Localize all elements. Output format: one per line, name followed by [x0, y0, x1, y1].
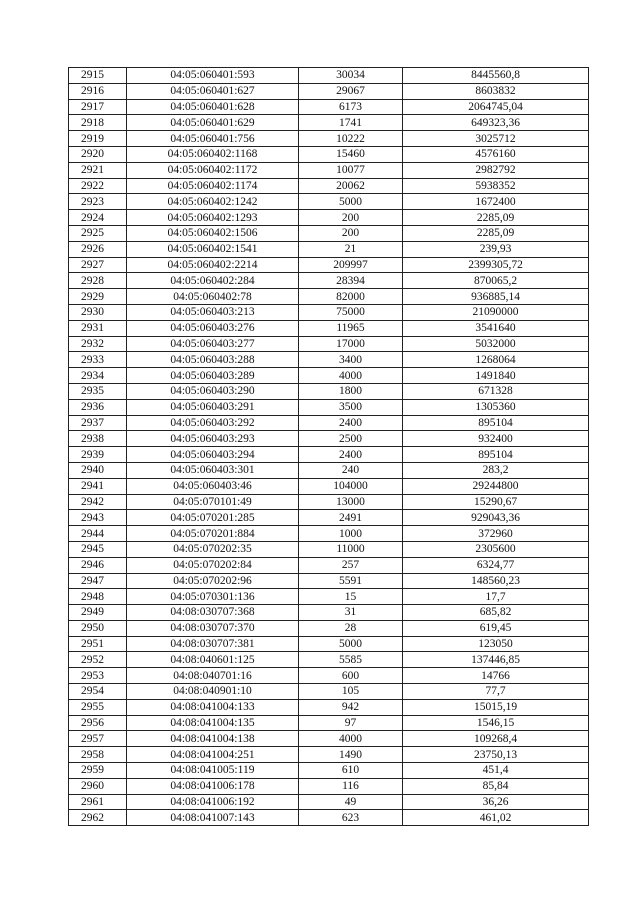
value-cell: 8603832 [403, 83, 589, 99]
table-row [69, 478, 589, 494]
area-cell: 20062 [299, 178, 403, 194]
value-cell: 895104 [403, 415, 589, 431]
cadastral-number-cell: 04:05:060401:627 [127, 83, 299, 99]
value-cell: 2399305,72 [403, 257, 589, 273]
value-cell: 3541640 [403, 320, 589, 336]
row-number-cell: 2952 [69, 652, 127, 668]
cadastral-number-cell: 04:08:041006:178 [127, 778, 299, 794]
cadastral-number-cell: 04:08:040601:125 [127, 652, 299, 668]
row-number-cell: 2925 [69, 225, 127, 241]
value-cell: 14766 [403, 668, 589, 684]
row-number-cell: 2949 [69, 605, 127, 621]
table-row [69, 731, 589, 747]
area-cell: 13000 [299, 494, 403, 510]
cadastral-number-cell: 04:05:060402:2214 [127, 257, 299, 273]
table-row [69, 131, 589, 147]
row-number-cell: 2930 [69, 304, 127, 320]
cadastral-number-cell: 04:05:060402:1174 [127, 178, 299, 194]
area-cell: 49 [299, 794, 403, 810]
table-row [69, 225, 589, 241]
area-cell: 2500 [299, 431, 403, 447]
table-row [69, 589, 589, 605]
area-cell: 5000 [299, 194, 403, 210]
value-cell: 283,2 [403, 462, 589, 478]
table-row [69, 620, 589, 636]
cadastral-number-cell: 04:08:040901:10 [127, 684, 299, 700]
table-row [69, 304, 589, 320]
cadastral-number-cell: 04:08:030707:381 [127, 636, 299, 652]
area-cell: 6173 [299, 99, 403, 115]
area-cell: 4000 [299, 368, 403, 384]
row-number-cell: 2920 [69, 146, 127, 162]
row-number-cell: 2954 [69, 684, 127, 700]
area-cell: 116 [299, 778, 403, 794]
row-number-cell: 2955 [69, 699, 127, 715]
cadastral-number-cell: 04:05:060403:301 [127, 462, 299, 478]
cadastral-number-cell: 04:05:070202:96 [127, 573, 299, 589]
row-number-cell: 2948 [69, 589, 127, 605]
row-number-cell: 2940 [69, 462, 127, 478]
area-cell: 5000 [299, 636, 403, 652]
cadastral-number-cell: 04:05:060403:293 [127, 431, 299, 447]
data-table [68, 67, 589, 826]
value-cell: 932400 [403, 431, 589, 447]
cadastral-number-cell: 04:05:070201:884 [127, 526, 299, 542]
cadastral-number-cell: 04:08:041006:192 [127, 794, 299, 810]
table-row [69, 320, 589, 336]
cadastral-number-cell: 04:05:060402:1242 [127, 194, 299, 210]
value-cell: 17,7 [403, 589, 589, 605]
table-row [69, 526, 589, 542]
table-row [69, 684, 589, 700]
value-cell: 137446,85 [403, 652, 589, 668]
cadastral-number-cell: 04:05:060402:78 [127, 289, 299, 305]
cadastral-number-cell: 04:08:041007:143 [127, 810, 299, 826]
area-cell: 105 [299, 684, 403, 700]
row-number-cell: 2960 [69, 778, 127, 794]
cadastral-number-cell: 04:08:040701:16 [127, 668, 299, 684]
row-number-cell: 2941 [69, 478, 127, 494]
row-number-cell: 2922 [69, 178, 127, 194]
area-cell: 209997 [299, 257, 403, 273]
area-cell: 1741 [299, 115, 403, 131]
cadastral-number-cell: 04:05:060402:284 [127, 273, 299, 289]
area-cell: 97 [299, 715, 403, 731]
cadastral-number-cell: 04:05:060403:288 [127, 352, 299, 368]
value-cell: 148560,23 [403, 573, 589, 589]
value-cell: 619,45 [403, 620, 589, 636]
value-cell: 372960 [403, 526, 589, 542]
area-cell: 200 [299, 210, 403, 226]
area-cell: 2491 [299, 510, 403, 526]
value-cell: 1672400 [403, 194, 589, 210]
table-row [69, 257, 589, 273]
area-cell: 600 [299, 668, 403, 684]
value-cell: 895104 [403, 447, 589, 463]
value-cell: 36,26 [403, 794, 589, 810]
row-number-cell: 2917 [69, 99, 127, 115]
table-row [69, 352, 589, 368]
table-row [69, 178, 589, 194]
value-cell: 123050 [403, 636, 589, 652]
value-cell: 85,84 [403, 778, 589, 794]
cadastral-number-cell: 04:05:070101:49 [127, 494, 299, 510]
row-number-cell: 2959 [69, 763, 127, 779]
value-cell: 5032000 [403, 336, 589, 352]
value-cell: 239,93 [403, 241, 589, 257]
area-cell: 31 [299, 605, 403, 621]
table-row [69, 383, 589, 399]
table-row [69, 699, 589, 715]
table-row [69, 763, 589, 779]
table-row [69, 273, 589, 289]
area-cell: 28394 [299, 273, 403, 289]
table-row [69, 794, 589, 810]
table-row [69, 415, 589, 431]
table-row [69, 557, 589, 573]
cadastral-number-cell: 04:08:041004:133 [127, 699, 299, 715]
cadastral-number-cell: 04:05:060401:629 [127, 115, 299, 131]
cadastral-number-cell: 04:05:070202:84 [127, 557, 299, 573]
value-cell: 109268,4 [403, 731, 589, 747]
value-cell: 1546,15 [403, 715, 589, 731]
value-cell: 21090000 [403, 304, 589, 320]
area-cell: 29067 [299, 83, 403, 99]
table-row [69, 162, 589, 178]
row-number-cell: 2947 [69, 573, 127, 589]
row-number-cell: 2936 [69, 399, 127, 415]
row-number-cell: 2928 [69, 273, 127, 289]
area-cell: 257 [299, 557, 403, 573]
cadastral-number-cell: 04:05:060403:289 [127, 368, 299, 384]
cadastral-number-cell: 04:05:070301:136 [127, 589, 299, 605]
table-row [69, 146, 589, 162]
cadastral-number-cell: 04:05:060403:290 [127, 383, 299, 399]
row-number-cell: 2935 [69, 383, 127, 399]
cadastral-number-cell: 04:05:060403:291 [127, 399, 299, 415]
cadastral-number-cell: 04:05:060402:1506 [127, 225, 299, 241]
table-row [69, 368, 589, 384]
table-row [69, 636, 589, 652]
row-number-cell: 2932 [69, 336, 127, 352]
value-cell: 671328 [403, 383, 589, 399]
cadastral-number-cell: 04:05:060402:1541 [127, 241, 299, 257]
table-row [69, 778, 589, 794]
value-cell: 2285,09 [403, 225, 589, 241]
table-row [69, 210, 589, 226]
area-cell: 200 [299, 225, 403, 241]
table-row [69, 194, 589, 210]
cadastral-number-cell: 04:08:041004:138 [127, 731, 299, 747]
area-cell: 1490 [299, 747, 403, 763]
row-number-cell: 2939 [69, 447, 127, 463]
value-cell: 5938352 [403, 178, 589, 194]
value-cell: 685,82 [403, 605, 589, 621]
area-cell: 5591 [299, 573, 403, 589]
row-number-cell: 2934 [69, 368, 127, 384]
row-number-cell: 2962 [69, 810, 127, 826]
row-number-cell: 2924 [69, 210, 127, 226]
row-number-cell: 2926 [69, 241, 127, 257]
area-cell: 17000 [299, 336, 403, 352]
area-cell: 15460 [299, 146, 403, 162]
row-number-cell: 2950 [69, 620, 127, 636]
value-cell: 929043,36 [403, 510, 589, 526]
value-cell: 8445560,8 [403, 68, 589, 84]
area-cell: 3500 [299, 399, 403, 415]
table-row [69, 99, 589, 115]
value-cell: 2064745,04 [403, 99, 589, 115]
table-row [69, 83, 589, 99]
row-number-cell: 2942 [69, 494, 127, 510]
table-row [69, 573, 589, 589]
area-cell: 28 [299, 620, 403, 636]
row-number-cell: 2921 [69, 162, 127, 178]
row-number-cell: 2915 [69, 68, 127, 84]
cadastral-number-cell: 04:05:070201:285 [127, 510, 299, 526]
table-row [69, 810, 589, 826]
row-number-cell: 2957 [69, 731, 127, 747]
area-cell: 5585 [299, 652, 403, 668]
value-cell: 1268064 [403, 352, 589, 368]
cadastral-number-cell: 04:08:041004:135 [127, 715, 299, 731]
cadastral-number-cell: 04:05:060402:1172 [127, 162, 299, 178]
cadastral-number-cell: 04:05:060403:46 [127, 478, 299, 494]
area-cell: 1800 [299, 383, 403, 399]
table-row [69, 715, 589, 731]
value-cell: 649323,36 [403, 115, 589, 131]
value-cell: 4576160 [403, 146, 589, 162]
table-row [69, 431, 589, 447]
table-row [69, 494, 589, 510]
value-cell: 461,02 [403, 810, 589, 826]
area-cell: 82000 [299, 289, 403, 305]
row-number-cell: 2931 [69, 320, 127, 336]
value-cell: 29244800 [403, 478, 589, 494]
cadastral-number-cell: 04:08:030707:370 [127, 620, 299, 636]
value-cell: 77,7 [403, 684, 589, 700]
value-cell: 2305600 [403, 541, 589, 557]
area-cell: 610 [299, 763, 403, 779]
area-cell: 942 [299, 699, 403, 715]
row-number-cell: 2951 [69, 636, 127, 652]
value-cell: 451,4 [403, 763, 589, 779]
value-cell: 870065,2 [403, 273, 589, 289]
area-cell: 3400 [299, 352, 403, 368]
table-row [69, 510, 589, 526]
table-row [69, 447, 589, 463]
table-row [69, 336, 589, 352]
area-cell: 10222 [299, 131, 403, 147]
area-cell: 11965 [299, 320, 403, 336]
value-cell: 2982792 [403, 162, 589, 178]
table-row [69, 747, 589, 763]
row-number-cell: 2919 [69, 131, 127, 147]
area-cell: 1000 [299, 526, 403, 542]
value-cell: 15015,19 [403, 699, 589, 715]
cadastral-number-cell: 04:05:060402:1293 [127, 210, 299, 226]
area-cell: 75000 [299, 304, 403, 320]
cadastral-number-cell: 04:05:060402:1168 [127, 146, 299, 162]
cadastral-number-cell: 04:05:060401:756 [127, 131, 299, 147]
row-number-cell: 2944 [69, 526, 127, 542]
cadastral-number-cell: 04:05:060403:277 [127, 336, 299, 352]
area-cell: 2400 [299, 447, 403, 463]
value-cell: 1305360 [403, 399, 589, 415]
row-number-cell: 2945 [69, 541, 127, 557]
row-number-cell: 2923 [69, 194, 127, 210]
row-number-cell: 2933 [69, 352, 127, 368]
row-number-cell: 2953 [69, 668, 127, 684]
table-row [69, 289, 589, 305]
cadastral-number-cell: 04:05:060403:213 [127, 304, 299, 320]
table-body [69, 68, 589, 826]
cadastral-number-cell: 04:05:060401:628 [127, 99, 299, 115]
cadastral-number-cell: 04:08:030707:368 [127, 605, 299, 621]
row-number-cell: 2918 [69, 115, 127, 131]
row-number-cell: 2929 [69, 289, 127, 305]
table-row [69, 652, 589, 668]
area-cell: 623 [299, 810, 403, 826]
area-cell: 240 [299, 462, 403, 478]
value-cell: 6324,77 [403, 557, 589, 573]
row-number-cell: 2956 [69, 715, 127, 731]
area-cell: 21 [299, 241, 403, 257]
value-cell: 936885,14 [403, 289, 589, 305]
value-cell: 3025712 [403, 131, 589, 147]
table-row [69, 399, 589, 415]
table-row [69, 462, 589, 478]
row-number-cell: 2946 [69, 557, 127, 573]
table-row [69, 605, 589, 621]
table-row [69, 668, 589, 684]
cadastral-number-cell: 04:05:060403:292 [127, 415, 299, 431]
area-cell: 11000 [299, 541, 403, 557]
cadastral-number-cell: 04:05:060401:593 [127, 68, 299, 84]
cadastral-number-cell: 04:08:041004:251 [127, 747, 299, 763]
table-row [69, 241, 589, 257]
table-row [69, 541, 589, 557]
row-number-cell: 2958 [69, 747, 127, 763]
value-cell: 15290,67 [403, 494, 589, 510]
area-cell: 2400 [299, 415, 403, 431]
row-number-cell: 2927 [69, 257, 127, 273]
cadastral-number-cell: 04:05:060403:276 [127, 320, 299, 336]
area-cell: 4000 [299, 731, 403, 747]
table-row [69, 68, 589, 84]
value-cell: 1491840 [403, 368, 589, 384]
cadastral-number-cell: 04:08:041005:119 [127, 763, 299, 779]
row-number-cell: 2961 [69, 794, 127, 810]
area-cell: 104000 [299, 478, 403, 494]
row-number-cell: 2916 [69, 83, 127, 99]
area-cell: 10077 [299, 162, 403, 178]
area-cell: 15 [299, 589, 403, 605]
cadastral-number-cell: 04:05:060403:294 [127, 447, 299, 463]
area-cell: 30034 [299, 68, 403, 84]
row-number-cell: 2943 [69, 510, 127, 526]
value-cell: 23750,13 [403, 747, 589, 763]
value-cell: 2285,09 [403, 210, 589, 226]
row-number-cell: 2937 [69, 415, 127, 431]
row-number-cell: 2938 [69, 431, 127, 447]
cadastral-number-cell: 04:05:070202:35 [127, 541, 299, 557]
table-row [69, 115, 589, 131]
